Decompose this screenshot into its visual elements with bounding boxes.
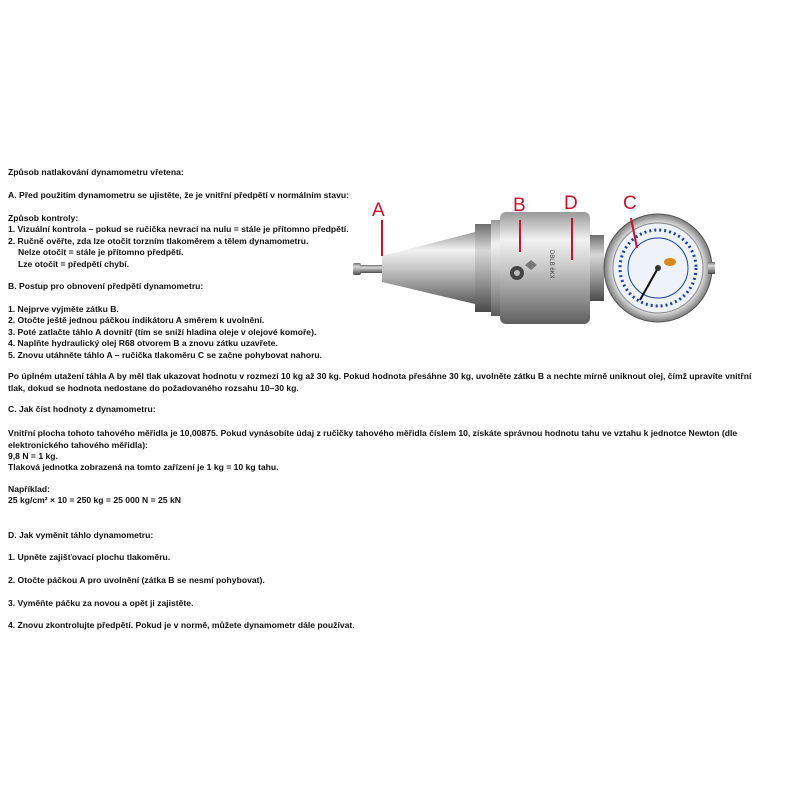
section-b-heading: B. Postup pro obnovení předpětí dynamometru:: [8, 281, 204, 291]
d-item: 3. Vyměňte páčku za novou a opět ji zajistěte.: [8, 598, 194, 608]
dynamometer-drawing: [340, 190, 715, 340]
gauge-logo: [664, 258, 676, 266]
section-c-heading: C. Jak číst hodnoty z dynamometru:: [8, 404, 156, 414]
taper-cone: [382, 232, 475, 304]
c-paragraph: Vnitřní plocha tohoto tahového měřidla je 10,00875. Pokud vynásobíte údaj z ručičky tahového měřidla číslem 10, získáte správnou hodnotu tahu ve vztahu k jednotce Newton (dle elektronického tahového měřidla):: [8, 428, 738, 450]
check-item: 1. Vizuální kontrola – pokud se ručička nevrací na nulu = stále je přítomno předpětí.: [8, 224, 349, 234]
check-item: Lze otočit = předpětí chybí.: [18, 259, 130, 269]
label-b: B: [513, 195, 526, 216]
example-line: 25 kg/cm² × 10 = 250 kg = 25 000 N = 25 kN: [8, 495, 181, 505]
check-heading: Způsob kontroly:: [8, 213, 79, 223]
doc-title: Způsob natlakování dynamometru vřetena:: [8, 167, 184, 177]
c-line: 9,8 N = 1 kg.: [8, 451, 58, 461]
body-engraving: DBLB 6KX: [548, 250, 554, 279]
b-item: 3. Poté zatlačte táhlo A dovnitř (tím se sníží hladina oleje v olejové komoře).: [8, 327, 317, 337]
b-note: Po úplném utažení táhla A by měl tlak ukazovat hodnotu v rozmezí 10 kg až 30 kg. Pokud hodnota přesáhne 30 kg, uvolněte zátku B a nechte mírně uniknout olej, čímž upravíte vnitřní tlak, dokud se hodnota nedostane do požadovaného rozsahu 10–30 kg.: [8, 371, 752, 393]
flange: [475, 224, 491, 312]
b-item: 5. Znovu utáhněte táhlo A – ručička tlakoměru C se začne pohybovat nahoru.: [8, 350, 323, 360]
d-item: 1. Upněte zajišťovací plochu tlakoměru.: [8, 552, 171, 562]
d-item: 4. Znovu zkontrolujte předpětí. Pokud je v normě, můžete dynamometr dále používat.: [8, 620, 355, 630]
check-item: Nelze otočit = stále je přítomno předpětí.: [18, 247, 184, 257]
pull-stud-head: [353, 263, 361, 275]
neck: [590, 235, 604, 301]
b-item: 2. Otočte ještě jednou páčkou indikátoru A směrem k uvolnění.: [8, 315, 265, 325]
label-a: A: [372, 200, 385, 221]
section-d-heading: D. Jak vyměnit táhlo dynamometru:: [8, 530, 154, 540]
section-a-heading: A. Před použitím dynamometru se ujistěte, že je vnitřní předpětí v normálním stavu:: [8, 190, 349, 200]
b-item: 4. Naplňte hydraulický olej R68 otvorem B a znovu zátku uzavřete.: [8, 338, 278, 348]
example-heading: Například:: [8, 484, 51, 494]
c-line: Tlaková jednotka zobrazená na tomto zařízení je 1 kg = 10 kg tahu.: [8, 462, 279, 472]
label-c: C: [623, 193, 637, 214]
d-item: 2. Otočte páčkou A pro uvolnění (zátka B se nesmí pohybovat).: [8, 575, 265, 585]
pull-stud: [360, 265, 382, 273]
label-d: D: [564, 193, 578, 214]
check-item: 2. Ručně ověřte, zda lze otočit torzním tlakoměrem a tělem dynamometru.: [8, 236, 309, 246]
dynamometer-illustration: [340, 190, 715, 340]
flange-ring: [491, 220, 500, 316]
b-item: 1. Nejprve vyjměte zátku B.: [8, 304, 119, 314]
